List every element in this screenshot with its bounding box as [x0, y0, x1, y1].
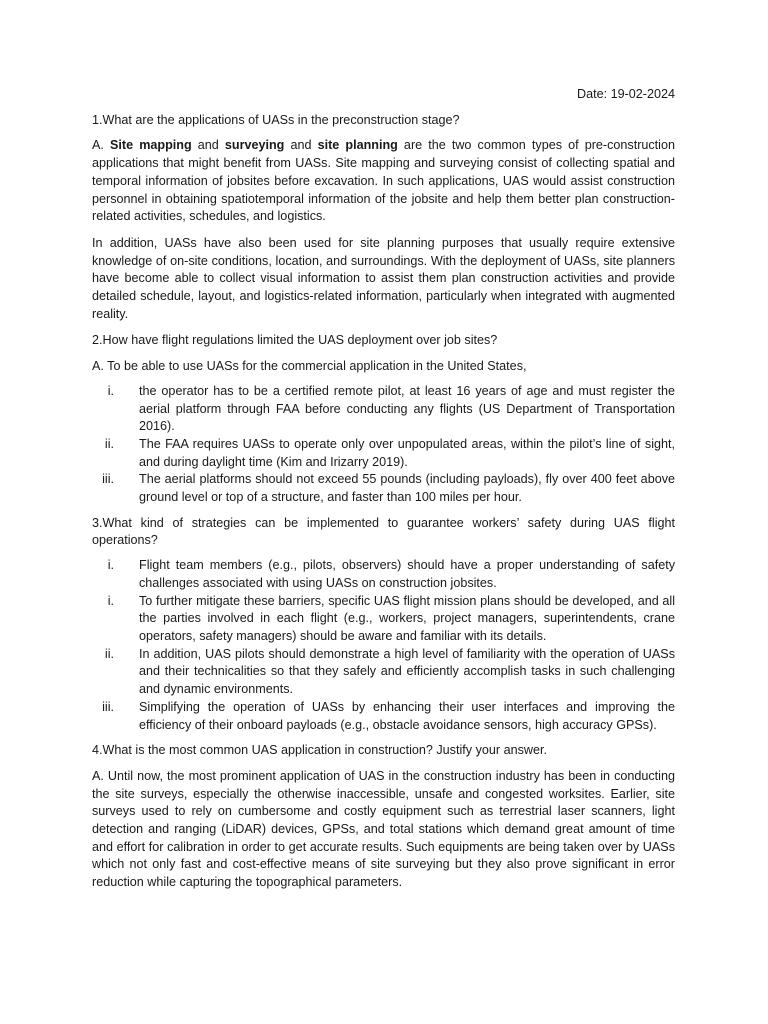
answer-prefix: A.	[92, 138, 110, 153]
list-item	[92, 383, 675, 436]
list-item	[92, 471, 675, 506]
term-site-planning: site planning	[317, 138, 398, 153]
answer-text: and	[284, 138, 318, 153]
answer-1-paragraph-2: In addition, UASs have also been used for site planning purposes that usually require extensive knowledge of on-site conditions, location, and surroundings. With the deployment of UASs, site planners have become able to collect visual information to assist them plan construction activities and provide detailed schedule, layout, and logistics-related information, particularly when integrated with augmented reality.	[92, 235, 675, 321]
list-item-text: Flight team members (e.g., pilots, observers) should have a proper understanding of safety challenges associated with using UASs on construction jobsites.	[139, 558, 675, 590]
answer-2-intro: A. To be able to use UASs for the commercial application in the United States,	[92, 359, 527, 374]
list-item-text: Simplifying the operation of UASs by enhancing their user interfaces and improving the efficiency of their onboard payloads (e.g., obstacle avoidance sensors, high accuracy GPSs).	[139, 699, 675, 732]
list-item-number: i.	[107, 558, 114, 573]
list-item	[92, 557, 675, 592]
question-2: 2.How have flight regulations limited the UAS deployment over job sites?	[92, 333, 498, 348]
list-item	[92, 699, 675, 734]
list-item-number: i.	[107, 593, 114, 608]
list-item	[92, 436, 675, 471]
list-item	[92, 646, 675, 699]
list-item-number: iii.	[102, 699, 114, 714]
question-1: 1.What are the applications of UASs in the preconstruction stage?	[92, 112, 460, 127]
list-item-text: the operator has to be a certified remote pilot, at least 16 years of age and must register the aerial platform through FAA before conducting any flights (US Department of Transportation 2016).	[139, 383, 675, 434]
document-page	[92, 86, 675, 901]
document-date: Date: 19-02-2024	[576, 87, 675, 101]
answer-1-paragraph-1	[92, 137, 675, 226]
term-surveying: surveying	[224, 138, 285, 153]
regulations-list	[92, 383, 675, 507]
question-4: 4.What is the most common UAS application in construction? Justify your answer.	[92, 743, 547, 758]
list-item-text: To further mitigate these barriers, specific UAS flight mission plans should be developed, and all the parties involved in each flight (e.g., workers, project managers, superintendents, crane operators, safety managers) should be aware and familiar with its details.	[139, 593, 675, 643]
answer-4: A. Until now, the most prominent application of UAS in the construction industry has been in conducting the site surveys, especially the otherwise inaccessible, unsafe and congested worksites. Earlier, site surveys used to rely on cumbersome and costly equipment such as terrestrial laser scanners, light detection and ranging (LiDAR) devices, GPSs, and total stations which demand great amount of time and effort for calibration in order to get accurate results. Such equipments are being taken over by UASs which not only fast and cost-effective means of site surveying but they also prove significant in error reduction while capturing the topographical parameters.	[92, 768, 675, 890]
answer-text: are the two common types of pre-construction applications that might benefit from UASs. Site mapping and surveying consist of collecting spatial and temporal information of jobsites before excavation. In such applications, UAS would assist construction personnel in obtaining spatiotemporal information of the jobsite and help them better plan construction-related activities, schedules, and logistics.	[92, 138, 675, 224]
list-item-text: In addition, UAS pilots should demonstrate a high level of familiarity with the operation of UASs and their technicalities so that they safely and efficiently accomplish tasks in such challenging and dynamic environments.	[139, 646, 675, 697]
list-item-number: i.	[107, 383, 114, 398]
list-item	[92, 593, 675, 646]
list-item-text: The FAA requires UASs to operate only over unpopulated areas, within the pilot’s line of sight, and during daylight time (Kim and Irizarry 2019).	[139, 436, 675, 469]
term-site-mapping: Site mapping	[110, 138, 192, 153]
list-item-number: ii.	[104, 436, 114, 451]
list-item-text: The aerial platforms should not exceed 55 pounds (including payloads), fly over 400 feet above ground level or top of a structure, and faster than 100 miles per hour.	[139, 472, 675, 505]
safety-strategies-list	[92, 557, 675, 734]
list-item-number: iii.	[102, 472, 114, 487]
answer-text: and	[191, 138, 225, 153]
list-item-number: ii.	[104, 646, 114, 661]
question-3: 3.What kind of strategies can be implemented to guarantee workers’ safety during UAS flight operations?	[92, 515, 675, 548]
